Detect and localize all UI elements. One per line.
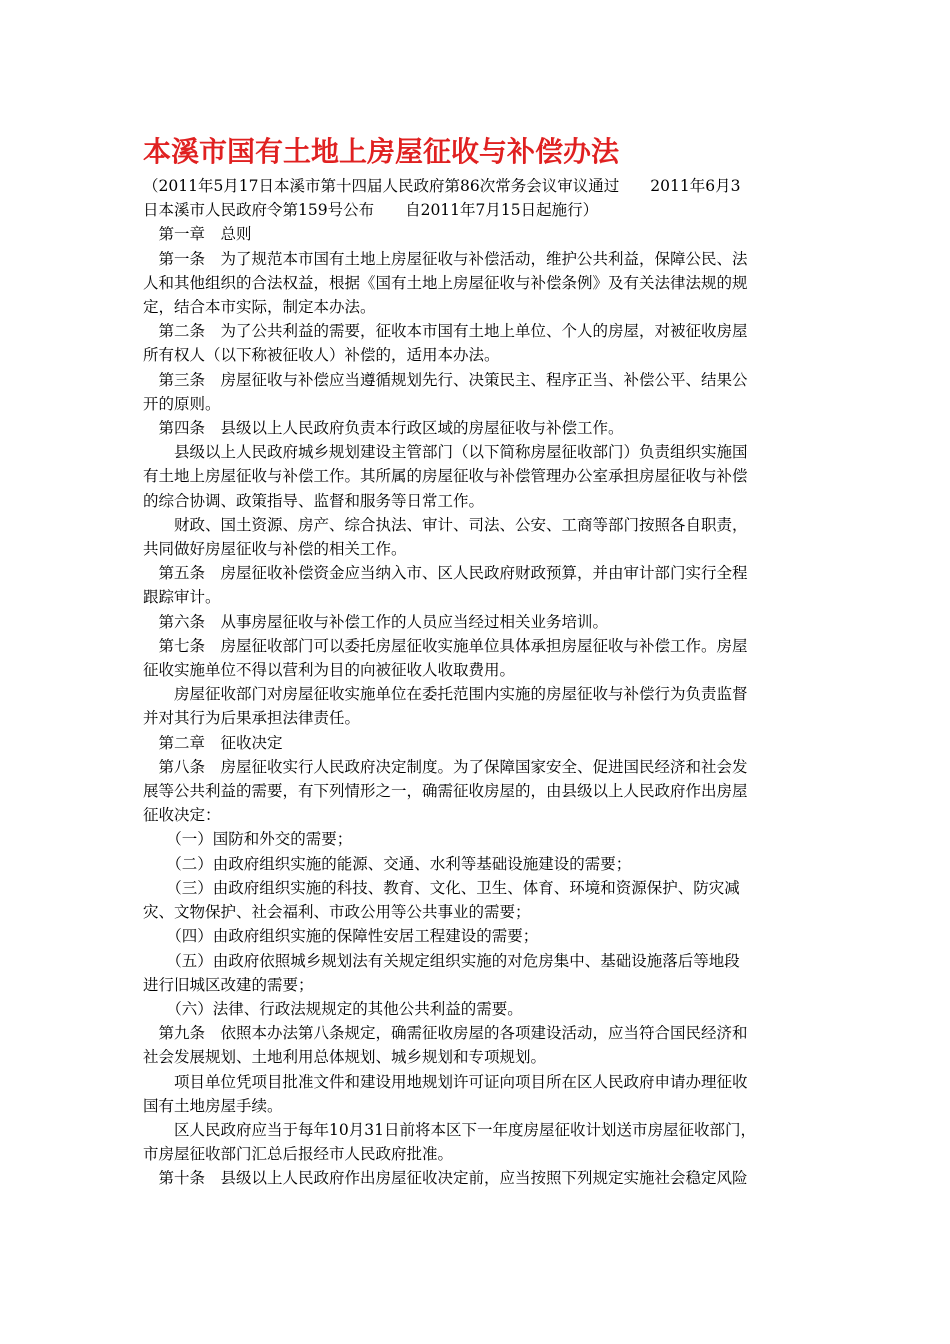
text-line: 定，结合本市实际，制定本办法。 (143, 298, 376, 317)
text-line: 房屋征收部门对房屋征收实施单位在委托范围内实施的房屋征收与补偿行为负责监督 (143, 685, 748, 704)
document-body (143, 132, 813, 1191)
text-line: 第十条 县级以上人民政府作出房屋征收决定前，应当按照下列规定实施社会稳定风险 (143, 1169, 748, 1188)
text-line: 开的原则。 (143, 394, 221, 413)
text-line: 展等公共利益的需要，有下列情形之一，确需征收房屋的，由县级以上人民政府作出房屋 (143, 782, 748, 801)
text-line: 进行旧城区改建的需要； (143, 975, 314, 994)
text-line: 日本溪市人民政府令第159号公布 自2011年7月15日起施行） (143, 201, 599, 220)
document-text (143, 174, 813, 1191)
text-line: （三）由政府组织实施的科技、教育、文化、卫生、体育、环境和资源保护、防灾减 (143, 878, 740, 897)
document-title: 本溪市国有土地上房屋征收与补偿办法 (143, 135, 620, 168)
text-line: （四）由政府组织实施的保障性安居工程建设的需要； (143, 927, 539, 946)
text-line: 的综合协调、政策指导、监督和服务等日常工作。 (143, 491, 485, 510)
text-line: 跟踪审计。 (143, 588, 221, 607)
text-line: 有土地上房屋征收与补偿工作。其所属的房屋征收与补偿管理办公室承担房屋征收与补偿 (143, 467, 748, 486)
text-line: 县级以上人民政府城乡规划建设主管部门（以下简称房屋征收部门）负责组织实施国 (143, 443, 748, 462)
text-line: （五）由政府依照城乡规划法有关规定组织实施的对危房集中、基础设施落后等地段 (143, 951, 740, 970)
text-line: 第二条 为了公共利益的需要，征收本市国有土地上单位、个人的房屋，对被征收房屋 (143, 322, 748, 341)
text-line: 第三条 房屋征收与补偿应当遵循规划先行、决策民主、程序正当、补偿公平、结果公 (143, 370, 748, 389)
text-line: 项目单位凭项目批准文件和建设用地规划许可证向项目所在区人民政府申请办理征收 (143, 1072, 748, 1091)
text-line: 共同做好房屋征收与补偿的相关工作。 (143, 540, 407, 559)
text-line: 第七条 房屋征收部门可以委托房屋征收实施单位具体承担房屋征收与补偿工作。房屋 (143, 636, 748, 655)
text-line: （一）国防和外交的需要； (143, 830, 353, 849)
text-line: 人和其他组织的合法权益，根据《国有土地上房屋征收与补偿条例》及有关法律法规的规 (143, 273, 748, 292)
text-line: 市房屋征收部门汇总后报经市人民政府批准。 (143, 1145, 454, 1164)
text-line: 第五条 房屋征收补偿资金应当纳入市、区人民政府财政预算，并由审计部门实行全程 (143, 564, 748, 583)
text-line: 区人民政府应当于每年10月31日前将本区下一年度房屋征收计划送市房屋征收部门， (143, 1120, 756, 1139)
text-line: 征收实施单位不得以营利为目的向被征收人收取费用。 (143, 661, 516, 680)
text-line: 灾、文物保护、社会福利、市政公用等公共事业的需要； (143, 903, 531, 922)
text-line: 所有权人（以下称被征收人）补偿的，适用本办法。 (143, 346, 500, 365)
text-line: 第一章 总则 (143, 225, 252, 244)
text-line: 第二章 征收决定 (143, 733, 283, 752)
text-line: 第六条 从事房屋征收与补偿工作的人员应当经过相关业务培训。 (143, 612, 609, 631)
text-line: （二）由政府组织实施的能源、交通、水利等基础设施建设的需要； (143, 854, 632, 873)
text-line: 第一条 为了规范本市国有土地上房屋征收与补偿活动，维护公共利益，保障公民、法 (143, 249, 748, 268)
text-line: 社会发展规划、土地利用总体规划、城乡规划和专项规划。 (143, 1048, 547, 1067)
text-line: 第八条 房屋征收实行人民政府决定制度。为了保障国家安全、促进国民经济和社会发 (143, 757, 748, 776)
text-line: 国有土地房屋手续。 (143, 1096, 283, 1115)
text-line: （六）法律、行政法规规定的其他公共利益的需要。 (143, 999, 523, 1018)
text-line: 第四条 县级以上人民政府负责本行政区域的房屋征收与补偿工作。 (143, 419, 624, 438)
text-line: 第九条 依照本办法第八条规定，确需征收房屋的各项建设活动，应当符合国民经济和 (143, 1024, 748, 1043)
text-line: （2011年5月17日本溪市第十四届人民政府第86次常务会议审议通过 2011年6月3 (143, 177, 741, 195)
text-line: 征收决定： (143, 806, 221, 825)
text-line: 并对其行为后果承担法律责任。 (143, 709, 361, 728)
text-line: 财政、国土资源、房产、综合执法、审计、司法、公安、工商等部门按照各自职责， (143, 515, 748, 534)
